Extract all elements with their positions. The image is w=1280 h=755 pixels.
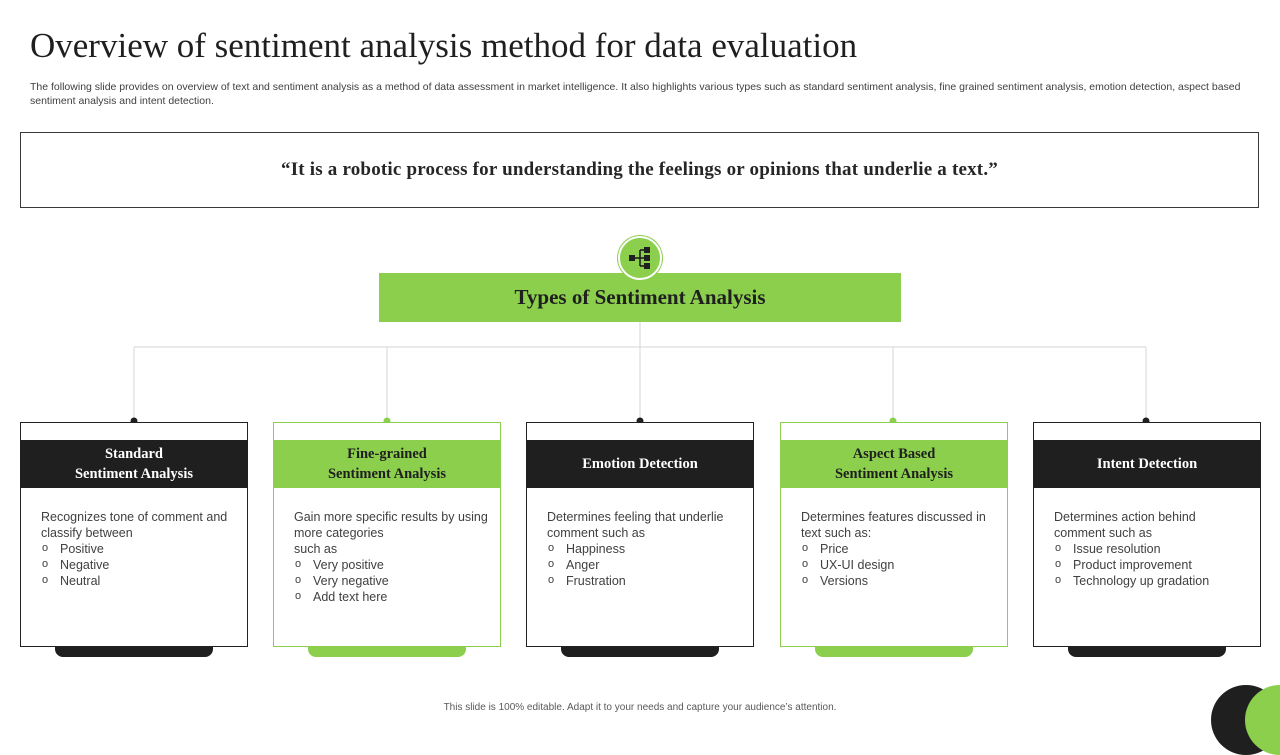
list-item: o Price bbox=[801, 541, 995, 557]
list-item: o Positive bbox=[41, 541, 235, 557]
card-title: Fine-grained Sentiment Analysis bbox=[327, 446, 447, 482]
types-header bbox=[379, 273, 901, 322]
card-list bbox=[1054, 541, 1248, 589]
definition-quote: “It is a robotic process for understanding the feelings or opinions that underlie a text.” bbox=[281, 159, 998, 180]
card-list bbox=[547, 541, 741, 589]
list-item: o Product improvement bbox=[1054, 557, 1248, 573]
slide-footer-note: This slide is 100% editable. Adapt it to your needs and capture your audience’s attention. bbox=[443, 702, 837, 713]
card-aspect-based-sentiment bbox=[780, 422, 1008, 647]
types-header-label: Types of Sentiment Analysis bbox=[514, 285, 766, 309]
card-standard-sentiment bbox=[20, 422, 248, 647]
card-body bbox=[294, 509, 488, 605]
list-item: o Negative bbox=[41, 557, 235, 573]
card-base bbox=[55, 646, 213, 657]
list-item: o Neutral bbox=[41, 573, 235, 589]
card-body bbox=[801, 509, 995, 589]
card-base bbox=[561, 646, 719, 657]
card-title: Aspect Based Sentiment Analysis bbox=[834, 446, 954, 482]
card-emotion-detection bbox=[526, 422, 754, 647]
card-title: Standard Sentiment Analysis bbox=[74, 446, 194, 482]
card-list bbox=[801, 541, 995, 589]
card-body bbox=[547, 509, 741, 589]
card-body bbox=[1054, 509, 1248, 589]
card-header bbox=[780, 440, 1008, 488]
card-body bbox=[41, 509, 235, 589]
hierarchy-icon bbox=[618, 236, 662, 280]
card-header bbox=[20, 440, 248, 488]
list-item: o Add text here bbox=[294, 589, 488, 605]
list-item: o UX-UI design bbox=[801, 557, 995, 573]
card-base bbox=[1068, 646, 1226, 657]
list-item: o Happiness bbox=[547, 541, 741, 557]
list-item: o Versions bbox=[801, 573, 995, 589]
card-list bbox=[294, 557, 488, 605]
card-intro: Gain more specific results by using more categories such as bbox=[294, 510, 488, 556]
card-intro: Determines action behind comment such as bbox=[1054, 510, 1196, 540]
card-base bbox=[308, 646, 466, 657]
card-intent-detection bbox=[1033, 422, 1261, 647]
list-item: o Very positive bbox=[294, 557, 488, 573]
list-item: o Technology up gradation bbox=[1054, 573, 1248, 589]
card-header bbox=[273, 440, 501, 488]
card-base bbox=[815, 646, 973, 657]
list-item: o Very negative bbox=[294, 573, 488, 589]
card-intro: Determines features discussed in text such as: bbox=[801, 510, 986, 540]
card-header bbox=[526, 440, 754, 488]
list-item: o Frustration bbox=[547, 573, 741, 589]
card-title: Intent Detection bbox=[1096, 456, 1198, 472]
card-intro: Recognizes tone of comment and classify between bbox=[41, 510, 228, 540]
list-item: o Issue resolution bbox=[1054, 541, 1248, 557]
card-title: Emotion Detection bbox=[582, 456, 698, 472]
card-list bbox=[41, 541, 235, 589]
card-fine-grained-sentiment bbox=[273, 422, 501, 647]
card-header bbox=[1033, 440, 1261, 488]
slide-description: The following slide provides on overview of text and sentiment analysis as a method of data assessment in market intelligence. It also highlights various types such as standard sentiment analysis, fine grained sentiment analysis, emotion detection, aspect based sentiment analysis and intent detection. bbox=[30, 81, 1241, 107]
slide-title: Overview of sentiment analysis method for data evaluation bbox=[30, 26, 858, 65]
card-intro: Determines feeling that underlie comment such as bbox=[547, 510, 724, 540]
list-item: o Anger bbox=[547, 557, 741, 573]
